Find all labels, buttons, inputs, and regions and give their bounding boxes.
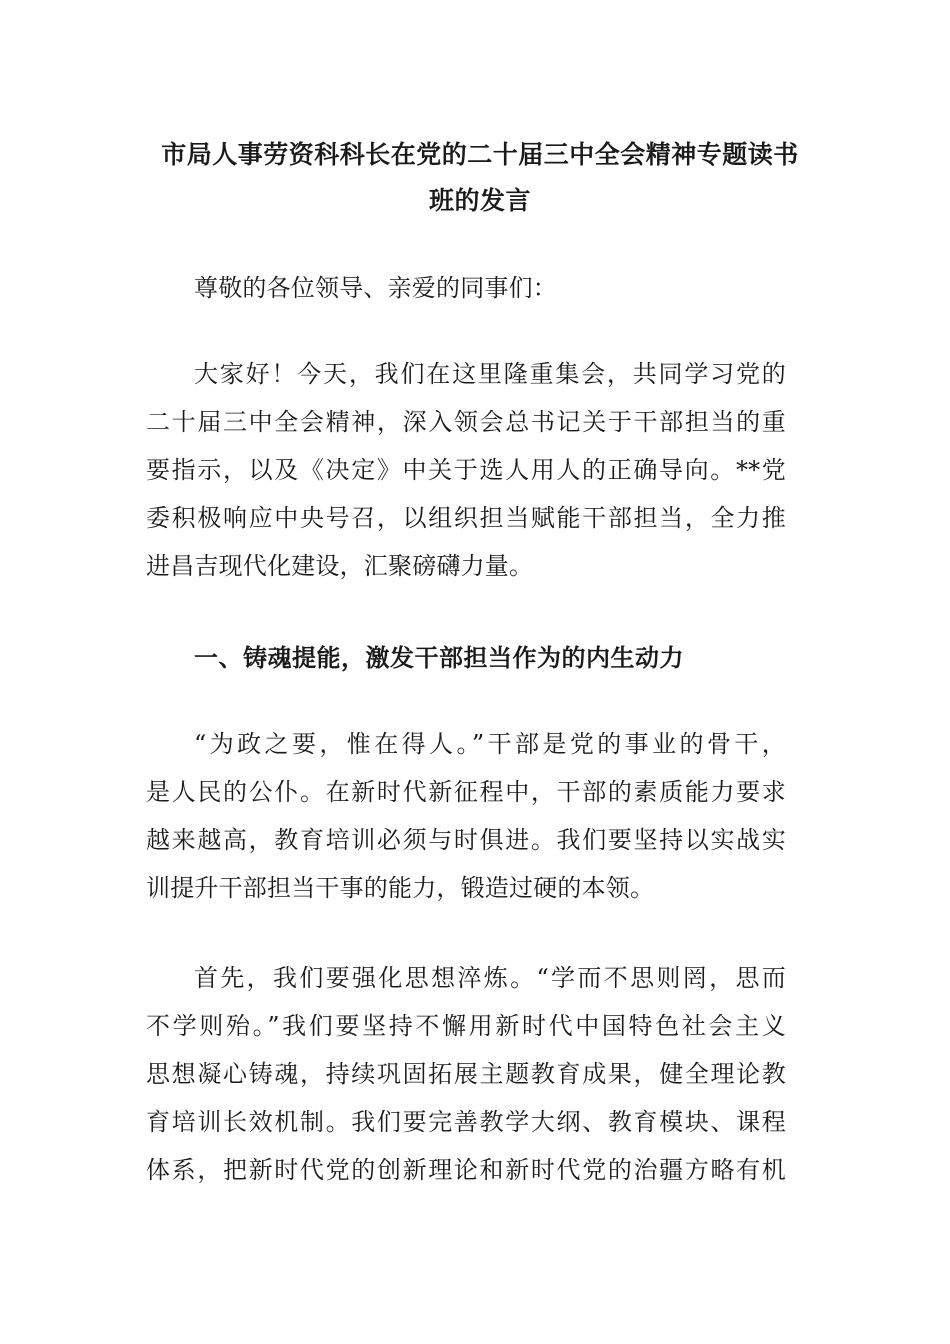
paragraph-3: [146, 954, 786, 1194]
section-heading: 一、铸魂提能，激发干部担当作为的内生动力: [194, 643, 684, 672]
text-line: 训提升干部担当干事的能力，锻造过硬的本领。: [146, 874, 655, 902]
text-line: 思想凝心铸魂，持续巩固拓展主题教育成果，健全理论教: [146, 1060, 786, 1088]
text-line: 二十届三中全会精神，深入领会总书记关于干部担当的重: [146, 408, 786, 436]
paragraph-2: [146, 720, 786, 912]
text-line: 越来越高，教育培训必须与时俱进。我们要坚持以实战实: [146, 826, 786, 854]
text-line: 首先，我们要强化思想淬炼。“学而不思则罔，思而: [194, 964, 786, 992]
title-line-2: 班的发言: [428, 186, 531, 215]
document-title: [140, 132, 820, 224]
intro-paragraph: [146, 350, 786, 590]
title-line-1: 市局人事劳资科科长在党的二十届三中全会精神专题读书: [161, 140, 799, 169]
text-line: 进昌吉现代化建设，汇聚磅礴力量。: [146, 552, 534, 580]
salutation: 尊敬的各位领导、亲爱的同事们：: [194, 274, 557, 302]
text-line: 大家好！今天，我们在这里隆重集会，共同学习党的: [194, 360, 786, 388]
text-line: 委积极响应中央号召，以组织担当赋能干部担当，全力推: [146, 504, 786, 532]
text-line: 体系，把新时代党的创新理论和新时代党的治疆方略有机: [146, 1156, 786, 1184]
text-line: “为政之要，惟在得人。”干部是党的事业的骨干，: [194, 730, 786, 758]
text-line: 不学则殆。”我们要坚持不懈用新时代中国特色社会主义: [146, 1012, 786, 1040]
text-line: 要指示，以及《决定》中关于选人用人的正确导向。**党: [146, 456, 786, 484]
text-line: 是人民的公仆。在新时代新征程中，干部的素质能力要求: [146, 778, 786, 806]
text-line: 育培训长效机制。我们要完善教学大纲、教育模块、课程: [146, 1108, 786, 1136]
